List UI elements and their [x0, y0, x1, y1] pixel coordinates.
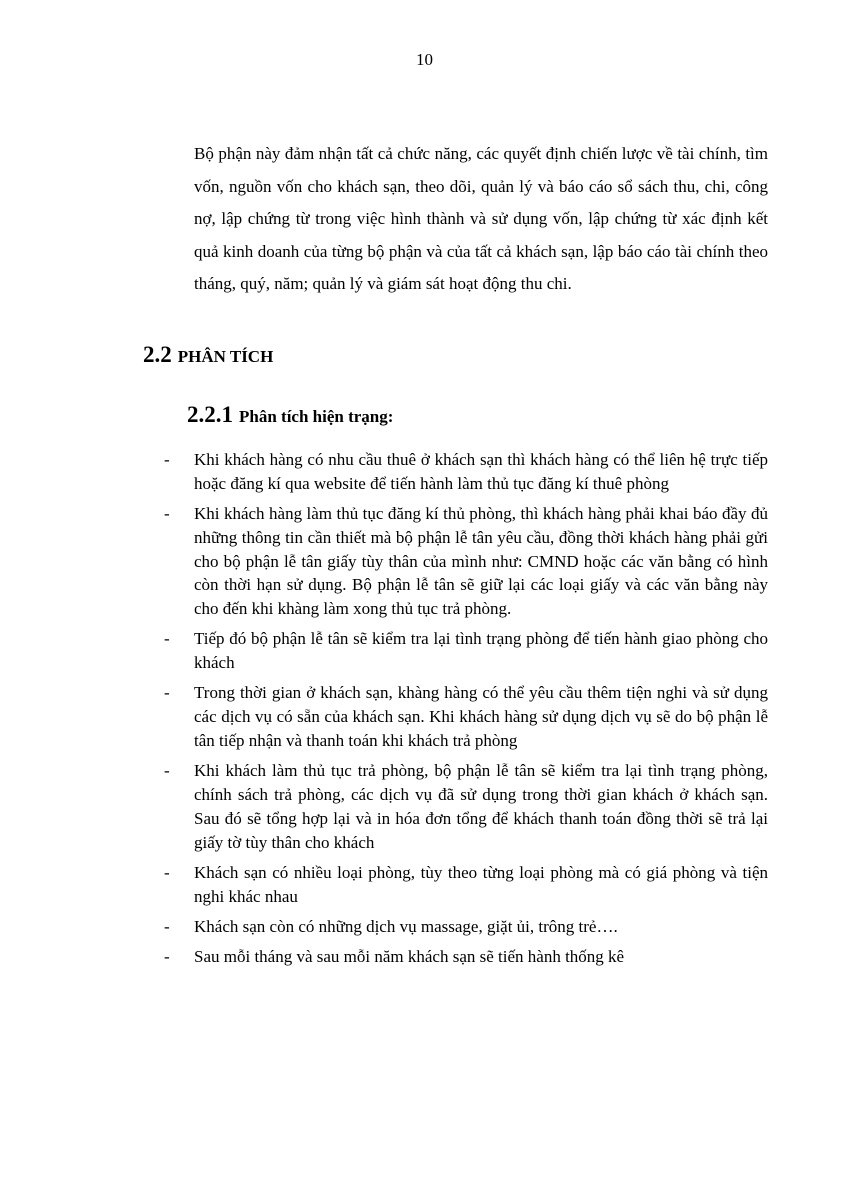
list-item-text: Khách sạn còn có những dịch vụ massage, giặt ủi, trông trẻ….	[194, 916, 618, 936]
bullet-marker: -	[164, 450, 170, 469]
list-item	[164, 861, 768, 909]
section-title: PHÂN TÍCH	[177, 347, 274, 366]
list-item	[164, 502, 768, 621]
bullet-marker: -	[164, 683, 170, 703]
bullet-marker: -	[164, 946, 170, 966]
list-item	[164, 915, 768, 939]
subsection-title: Phân tích hiện trạng:	[239, 407, 394, 426]
section-number: 2.2	[143, 342, 172, 367]
intro-paragraph: Bộ phận này đảm nhận tất cả chức năng, các quyết định chiến lược về tài chính, tìm vốn, nguồn vốn cho khách sạn, theo dõi, quản lý và báo cáo sổ sách thu, chi, công nợ, lập chứng từ trong việc hình thành và sử dụng vốn, lập chứng từ xác định kết quả kinh doanh của từng bộ phận và của tất cả khách sạn, lập báo cáo tài chính theo tháng, quý, năm; quản lý và giám sát hoạt động thu chi.	[194, 144, 768, 294]
list-item-text: Khi khách hàng làm thủ tục đăng kí thủ phòng, thì khách hàng phải khai báo đầy đủ những thông tin cần thiết mà bộ phận lễ tân yêu cầu, đồng thời khách hàng phải gửi cho bộ phận lễ tân giấy tùy thân của mình như: CMND hoặc các văn bằng có hình còn thời hạn sử dụng. Bộ phận lễ tân sẽ giữ lại các loại giấy và các văn bằng này cho đến khi khàng làm xong thủ tục trả phòng.	[194, 503, 768, 619]
list-item-text: Khi khách hàng có nhu cầu thuê ở khách sạn thì khách hàng có thể liên hệ trực tiếp hoặc đăng kí qua website để tiến hành làm thủ tục đăng kí thuê phòng	[194, 450, 768, 493]
list-item	[164, 945, 768, 969]
section-heading	[143, 342, 273, 368]
list-item	[164, 627, 768, 675]
bullet-marker: -	[164, 916, 170, 936]
list-item-text: Tiếp đó bộ phận lễ tân sẽ kiểm tra lại tình trạng phòng để tiến hành giao phòng cho khách	[194, 629, 768, 673]
list-item	[164, 681, 768, 752]
bullet-list	[164, 448, 768, 975]
page-number: 10	[416, 50, 433, 69]
list-item-text: Khi khách làm thủ tục trả phòng, bộ phận lễ tân sẽ kiểm tra lại tình trạng phòng, chính sách trả phòng, các dịch vụ đã sử dụng trong thời gian khách ở khách sạn. Sau đó sẽ tổng hợp lại và in hóa đơn tổng để khách thanh toán đồng thời sẽ trả lại giấy tờ tùy thân cho khách	[194, 761, 768, 852]
list-item	[164, 759, 768, 854]
bullet-marker: -	[164, 503, 170, 523]
bullet-marker: -	[164, 629, 170, 649]
bullet-marker: -	[164, 761, 170, 781]
list-item-text: Sau mỗi tháng và sau mỗi năm khách sạn sẽ tiến hành thống kê	[194, 946, 625, 966]
list-item-text: Khách sạn có nhiều loại phòng, tùy theo từng loại phòng mà có giá phòng và tiện nghi khác nhau	[194, 862, 768, 906]
subsection-heading	[187, 402, 393, 428]
bullet-marker: -	[164, 862, 170, 882]
list-item-text: Trong thời gian ở khách sạn, khàng hàng có thể yêu cầu thêm tiện nghi và sử dụng các dịch vụ có sẵn của khách sạn. Khi khách hàng sử dụng dịch vụ sẽ do bộ phận lễ tân tiếp nhận và thanh toán khi khách trả phòng	[194, 683, 768, 750]
subsection-number: 2.2.1	[187, 402, 233, 427]
list-item	[164, 448, 768, 496]
